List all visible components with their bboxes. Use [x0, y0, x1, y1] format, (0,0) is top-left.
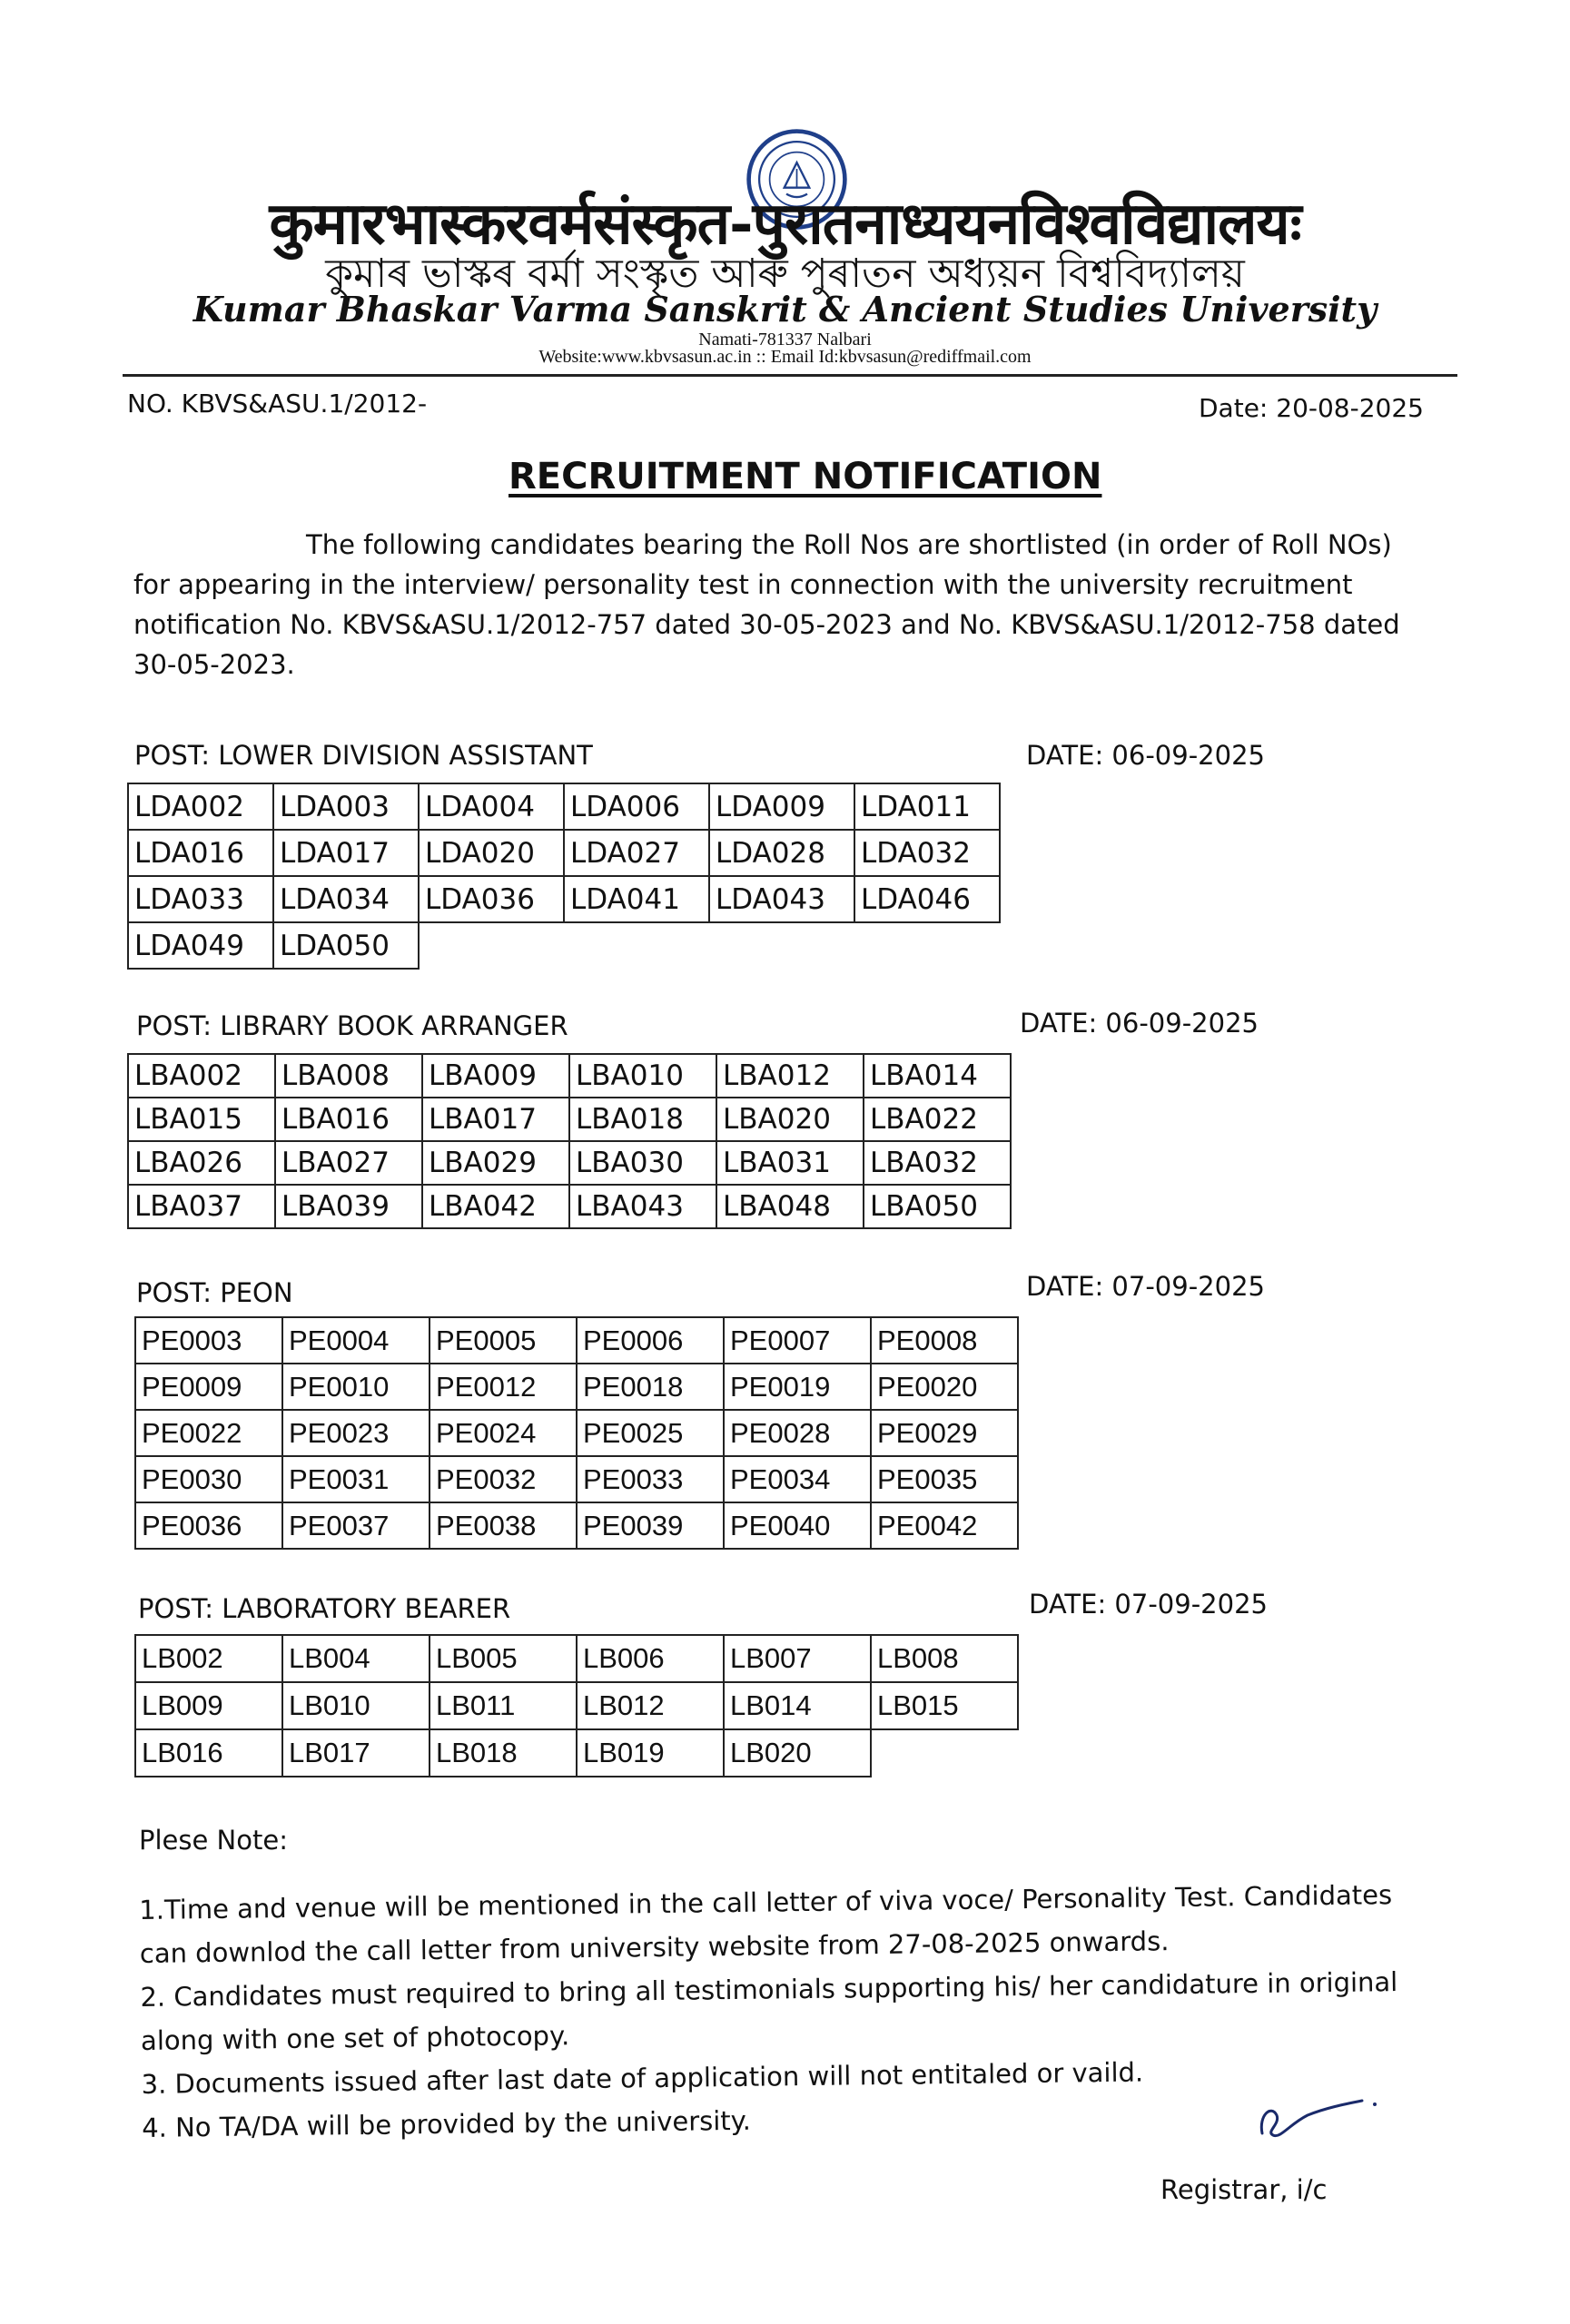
roll-cell: PE0042 [871, 1502, 1018, 1549]
roll-cell: LDA006 [564, 783, 709, 830]
table-row [128, 922, 1000, 969]
roll-cell: PE0004 [282, 1317, 430, 1364]
roll-cell: LBA022 [864, 1098, 1011, 1141]
post-label-lda: POST: LOWER DIVISION ASSISTANT [134, 740, 593, 771]
roll-table-lab-bearer [134, 1634, 1019, 1777]
roll-cell: LBA015 [128, 1098, 275, 1141]
roll-cell: LDA002 [128, 783, 273, 830]
table-row [135, 1456, 1018, 1502]
signatory-title: Registrar, i/c [1160, 2174, 1328, 2205]
roll-cell: PE0007 [724, 1317, 871, 1364]
roll-cell: PE0018 [577, 1364, 724, 1410]
roll-cell: PE0024 [430, 1410, 577, 1456]
roll-cell: LDA041 [564, 876, 709, 922]
roll-cell: PE0038 [430, 1502, 577, 1549]
roll-cell: LDA049 [128, 922, 273, 969]
roll-cell: LDA016 [128, 830, 273, 876]
roll-cell: LDA009 [709, 783, 854, 830]
roll-cell: LDA032 [854, 830, 1000, 876]
intro-paragraph [133, 525, 1423, 684]
roll-cell: LDA011 [854, 783, 1000, 830]
roll-cell: LBA018 [569, 1098, 716, 1141]
roll-cell: LBA042 [422, 1185, 569, 1228]
empty-cell [854, 922, 1000, 969]
roll-cell: LB004 [282, 1635, 430, 1682]
roll-cell: LBA032 [864, 1141, 1011, 1185]
table-row [135, 1364, 1018, 1410]
table-row [135, 1317, 1018, 1364]
letterhead-divider [123, 374, 1457, 377]
roll-cell: LBA016 [275, 1098, 422, 1141]
roll-cell: LDA020 [419, 830, 564, 876]
roll-cell: LBA002 [128, 1054, 275, 1098]
post-date-lab-bearer: DATE: 07-09-2025 [1029, 1589, 1268, 1620]
roll-table-lda [127, 783, 1001, 970]
roll-cell: PE0023 [282, 1410, 430, 1456]
table-row [128, 1054, 1011, 1098]
table-row [135, 1682, 1018, 1729]
university-name-english: Kumar Bhaskar Varma Sanskrit & Ancient Studies University [193, 289, 1377, 330]
roll-cell: LBA009 [422, 1054, 569, 1098]
note-item: 4. No TA/DA will be provided by the university. [142, 2104, 752, 2143]
roll-cell: PE0035 [871, 1456, 1018, 1502]
note-item: 3. Documents issued after last date of application will not entitaled or vaild. [141, 2056, 1144, 2100]
roll-cell: LB007 [724, 1635, 871, 1682]
roll-cell: LB015 [871, 1682, 1018, 1729]
roll-cell: LBA029 [422, 1141, 569, 1185]
post-label-lba: POST: LIBRARY BOOK ARRANGER [136, 1010, 568, 1041]
roll-cell: LDA050 [273, 922, 419, 969]
roll-cell: LBA043 [569, 1185, 716, 1228]
roll-cell: LBA039 [275, 1185, 422, 1228]
roll-cell: PE0032 [430, 1456, 577, 1502]
roll-cell: LB009 [135, 1682, 282, 1729]
roll-cell: LDA033 [128, 876, 273, 922]
roll-cell: LDA017 [273, 830, 419, 876]
roll-cell: LBA030 [569, 1141, 716, 1185]
university-name-assamese: কুমাৰ ভাস্কৰ বৰ্মা সংস্কৃত আৰু পুৰাতন অধ্যয়ন বিশ্ববিদ্যালয় [325, 251, 1245, 297]
post-label-lab-bearer: POST: LABORATORY BEARER [138, 1593, 511, 1624]
roll-cell: LDA027 [564, 830, 709, 876]
roll-cell: PE0025 [577, 1410, 724, 1456]
roll-cell: PE0040 [724, 1502, 871, 1549]
notes-list [139, 1873, 1422, 2150]
roll-cell: LBA031 [716, 1141, 864, 1185]
roll-cell: LBA037 [128, 1185, 275, 1228]
roll-cell: LBA050 [864, 1185, 1011, 1228]
post-date-peon: DATE: 07-09-2025 [1026, 1271, 1265, 1302]
roll-cell: LDA043 [709, 876, 854, 922]
roll-cell: LB017 [282, 1729, 430, 1777]
post-label-peon: POST: PEON [136, 1277, 293, 1308]
table-row [128, 830, 1000, 876]
intro-rest: for appearing in the interview/ personality test in connection with the university recruitment notification No. KBVS&ASU.1/2012-757 dated 30-05-2023 and No. KBVS&ASU.1/2012-758 dated 30-05-2023. [133, 569, 1400, 680]
roll-cell: LB019 [577, 1729, 724, 1777]
roll-cell: LBA048 [716, 1185, 864, 1228]
roll-cell: PE0009 [135, 1364, 282, 1410]
issue-date: Date: 20-08-2025 [1199, 393, 1424, 423]
roll-cell: LDA003 [273, 783, 419, 830]
roll-cell: LB020 [724, 1729, 871, 1777]
roll-cell: LB010 [282, 1682, 430, 1729]
roll-cell: LBA012 [716, 1054, 864, 1098]
roll-cell: PE0012 [430, 1364, 577, 1410]
roll-cell: LDA046 [854, 876, 1000, 922]
roll-cell: LB016 [135, 1729, 282, 1777]
roll-cell: PE0034 [724, 1456, 871, 1502]
table-row [128, 1141, 1011, 1185]
roll-cell: LB018 [430, 1729, 577, 1777]
table-row [135, 1410, 1018, 1456]
table-row [135, 1729, 1018, 1777]
empty-cell [419, 922, 564, 969]
roll-cell: PE0028 [724, 1410, 871, 1456]
university-address: Namati-781337 Nalbari [698, 330, 872, 350]
roll-cell: PE0039 [577, 1502, 724, 1549]
note-item: 1.Time and venue will be mentioned in the call letter of viva voce/ Personality Test. Candidates can downlod the call letter from university website from 27-08-2025 onwards. [139, 1879, 1393, 1969]
table-row [128, 876, 1000, 922]
roll-cell: PE0019 [724, 1364, 871, 1410]
roll-cell: LBA010 [569, 1054, 716, 1098]
empty-cell [709, 922, 854, 969]
roll-cell: PE0010 [282, 1364, 430, 1410]
roll-cell: PE0008 [871, 1317, 1018, 1364]
roll-cell: PE0020 [871, 1364, 1018, 1410]
roll-cell: LDA034 [273, 876, 419, 922]
roll-cell: LBA008 [275, 1054, 422, 1098]
roll-cell: LBA017 [422, 1098, 569, 1141]
notes-heading: Plese Note: [139, 1825, 288, 1856]
empty-cell [564, 922, 709, 969]
reference-number: NO. KBVS&ASU.1/2012- [127, 389, 428, 419]
table-row [128, 1185, 1011, 1228]
roll-cell: LB005 [430, 1635, 577, 1682]
note-item: 2. Candidates must required to bring all testimonials supporting his/ her candidature in original along with one set of photocopy. [140, 1966, 1398, 2056]
table-row [135, 1635, 1018, 1682]
roll-cell: PE0029 [871, 1410, 1018, 1456]
page-title: RECRUITMENT NOTIFICATION [509, 456, 1102, 497]
post-date-lda: DATE: 06-09-2025 [1026, 740, 1265, 771]
roll-table-lba [127, 1053, 1012, 1229]
table-row [128, 783, 1000, 830]
university-contact: Website:www.kbvsasun.ac.in :: Email Id:kbvsasun@rediffmail.com [538, 347, 1032, 367]
roll-cell: LB002 [135, 1635, 282, 1682]
roll-cell: PE0037 [282, 1502, 430, 1549]
table-row [128, 1098, 1011, 1141]
roll-cell: LDA028 [709, 830, 854, 876]
roll-cell: LB008 [871, 1635, 1018, 1682]
roll-table-peon [134, 1316, 1019, 1550]
post-date-lba: DATE: 06-09-2025 [1020, 1008, 1259, 1039]
roll-cell: LDA004 [419, 783, 564, 830]
roll-cell: PE0036 [135, 1502, 282, 1549]
roll-cell: LDA036 [419, 876, 564, 922]
roll-cell: PE0005 [430, 1317, 577, 1364]
registrar-signature [1253, 2088, 1380, 2152]
roll-cell: LB014 [724, 1682, 871, 1729]
university-name-sanskrit: कुमारभास्करवर्मसंस्कृत-पुरातनाध्ययनविश्वविद्यालयः [269, 190, 1301, 258]
intro-line-1: The following candidates bearing the Roll Nos are shortlisted (in order of Roll NOs) [306, 529, 1392, 560]
roll-cell: LB012 [577, 1682, 724, 1729]
roll-cell: PE0006 [577, 1317, 724, 1364]
roll-cell: LBA027 [275, 1141, 422, 1185]
roll-cell: LBA020 [716, 1098, 864, 1141]
roll-cell: LB011 [430, 1682, 577, 1729]
roll-cell: PE0033 [577, 1456, 724, 1502]
roll-cell: LBA026 [128, 1141, 275, 1185]
roll-cell: PE0003 [135, 1317, 282, 1364]
roll-cell: PE0031 [282, 1456, 430, 1502]
empty-cell [871, 1729, 1018, 1777]
table-row [135, 1502, 1018, 1549]
roll-cell: LB006 [577, 1635, 724, 1682]
roll-cell: PE0022 [135, 1410, 282, 1456]
roll-cell: LBA014 [864, 1054, 1011, 1098]
roll-cell: PE0030 [135, 1456, 282, 1502]
